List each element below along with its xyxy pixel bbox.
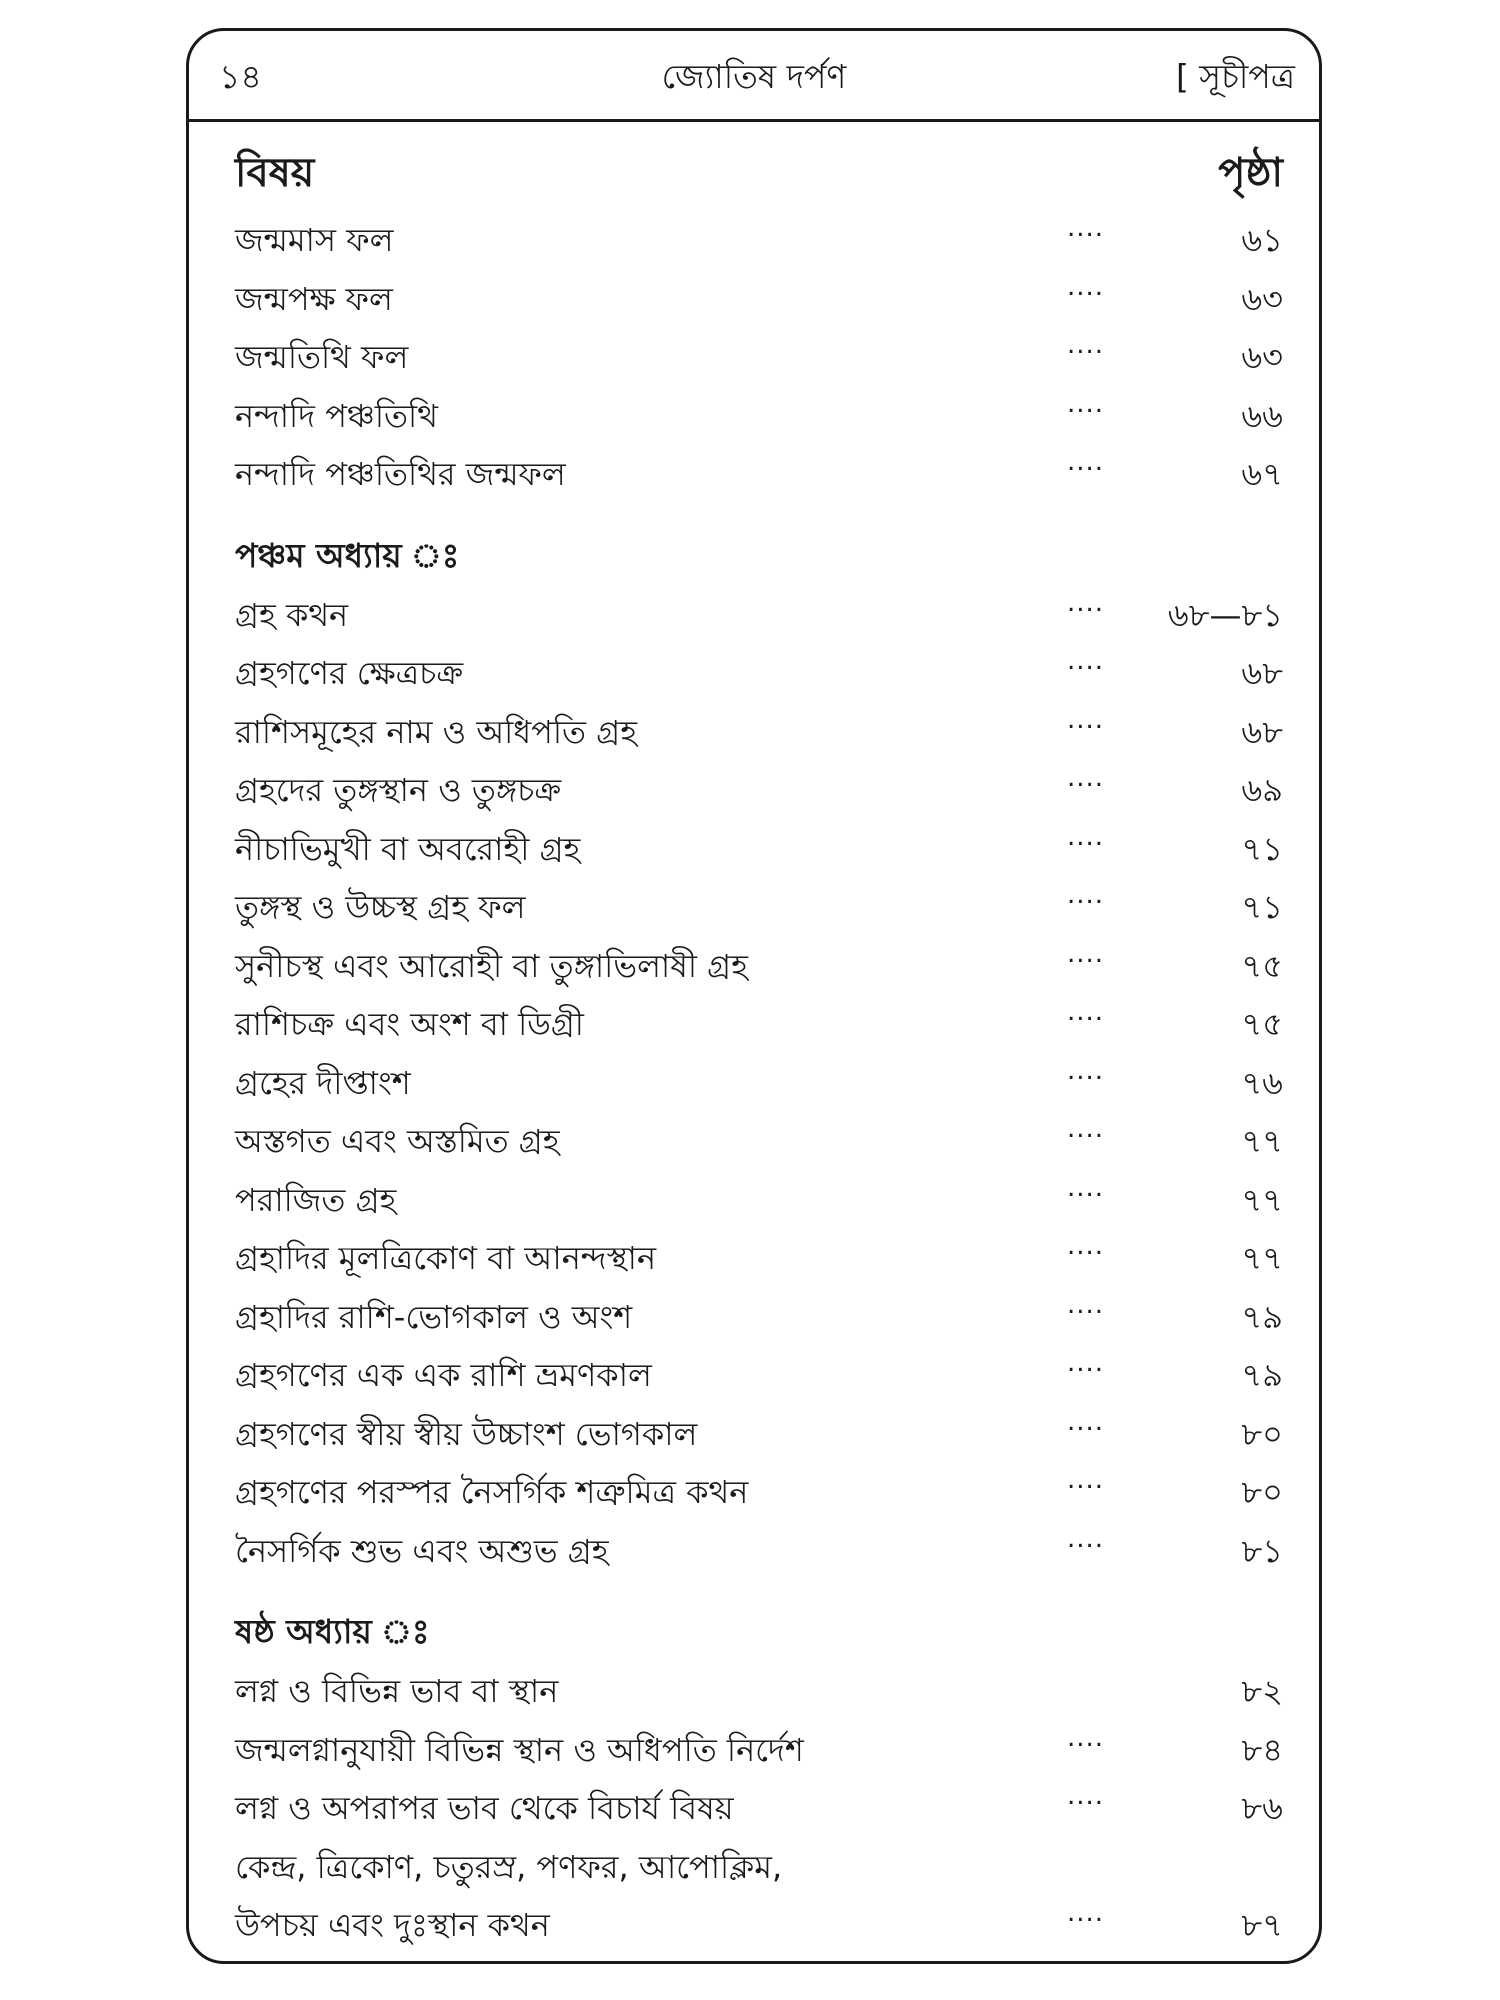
- page-frame: [186, 28, 1322, 1964]
- toc-entry: [235, 1225, 1283, 1284]
- entry-page: ৬৬: [1241, 396, 1283, 435]
- toc-entry: [235, 266, 1283, 325]
- entry-title: গ্রহগণের স্বীয় স্বীয় উচ্চাংশ ভোগকাল: [235, 1414, 698, 1453]
- toc-list: [235, 207, 1283, 1951]
- chapter-heading: [235, 520, 1283, 582]
- entry-title: জন্মপক্ষ ফল: [235, 279, 393, 318]
- entry-page: ৭৫: [1241, 1005, 1283, 1043]
- section-label: [ সূচীপত্র: [1175, 57, 1295, 96]
- chapter-heading: [235, 1596, 1283, 1658]
- entry-page: ৬৮: [1241, 712, 1283, 751]
- entry-title: নন্দাদি পঞ্চতিথি: [235, 396, 438, 435]
- dot-leader: ....: [1067, 587, 1105, 618]
- toc-entry: [235, 991, 1283, 1050]
- toc-entry: [235, 1717, 1283, 1776]
- toc-entry: [235, 933, 1283, 992]
- entry-page: ৭৭: [1241, 1239, 1283, 1277]
- dot-leader: ....: [1067, 938, 1105, 969]
- entry-title: রাশিসমূহের নাম ও অধিপতি গ্রহ: [235, 712, 638, 751]
- running-head: [189, 31, 1319, 122]
- entry-page: ৮৪: [1241, 1730, 1283, 1769]
- dot-leader: ....: [1067, 1231, 1105, 1261]
- entry-title: সুনীচস্থ এবং আরোহী বা তুঙ্গাভিলাষী গ্রহ: [235, 946, 748, 985]
- entry-page: ৮২: [1241, 1672, 1283, 1710]
- toc-entry: [235, 1284, 1283, 1343]
- entry-page: ৭৭: [1241, 1122, 1283, 1160]
- entry-title: রাশিচক্র এবং অংশ বা ডিগ্রী: [235, 1005, 584, 1043]
- entry-page: ৬৮: [1241, 654, 1283, 692]
- entry-title: নীচাভিমুখী বা অবরোহী গ্রহ: [235, 829, 581, 868]
- entry-page: ৬৭: [1241, 455, 1283, 493]
- entry-title: গ্রহের দীপ্তাংশ: [235, 1063, 411, 1102]
- entry-title: জন্মলগ্নানুযায়ী বিভিন্ন স্থান ও অধিপতি নির্দেশ: [235, 1730, 804, 1769]
- entry-page: ৭৯: [1241, 1356, 1283, 1394]
- toc-column-headers: [235, 133, 1283, 197]
- toc-entry: [235, 441, 1283, 500]
- entry-title: গ্রহ কথন: [235, 595, 349, 634]
- entry-page: ৬৮—৮১: [1167, 595, 1283, 634]
- entry-title: নন্দাদি পঞ্চতিথির জন্মফল: [235, 455, 566, 493]
- entry-page: ৮৭: [1241, 1906, 1283, 1944]
- entry-page: ৬৩: [1241, 279, 1283, 318]
- entry-page: ৭৬: [1241, 1063, 1283, 1102]
- entry-title: লগ্ন ও অপরাপর ভাব থেকে বিচার্য বিষয়: [235, 1789, 734, 1827]
- toc-entry: [235, 1050, 1283, 1109]
- entry-title: গ্রহগণের ক্ষেত্রচক্র: [235, 654, 464, 692]
- entry-page: ৮৬: [1241, 1789, 1283, 1827]
- toc-entry: [235, 874, 1283, 933]
- entry-page: ৭৯: [1241, 1297, 1283, 1336]
- entry-page: ৭১: [1241, 888, 1283, 926]
- dot-leader: ....: [1067, 447, 1105, 477]
- book-title: জ্যোতিষ দর্পণ: [661, 57, 847, 96]
- entry-page: ৮১: [1241, 1531, 1283, 1570]
- toc-entry: [235, 1108, 1283, 1167]
- page-number: ১৪: [219, 57, 262, 96]
- entry-page: ৬৯: [1241, 771, 1283, 809]
- dot-leader: ....: [1067, 1898, 1105, 1928]
- dot-leader: ....: [1067, 271, 1105, 302]
- entry-title: গ্রহদের তুঙ্গস্থান ও তুঙ্গচক্র: [235, 771, 562, 809]
- dot-leader: ....: [1067, 997, 1105, 1027]
- dot-leader: ....: [1067, 1465, 1105, 1495]
- toc-entry: [235, 1658, 1283, 1717]
- toc-entry: [235, 1401, 1283, 1460]
- chapter-title: ষষ্ঠ অধ্যায় ঃ: [235, 1612, 430, 1651]
- dot-leader: ....: [1067, 1722, 1105, 1753]
- entry-page: ৮০: [1241, 1414, 1283, 1453]
- dot-leader: ....: [1067, 330, 1105, 360]
- entry-title: গ্রহগণের এক এক রাশি ভ্রমণকাল: [235, 1356, 652, 1394]
- entry-title: তুঙ্গস্থ ও উচ্চস্থ গ্রহ ফল: [235, 888, 526, 926]
- entry-title: জন্মমাস ফল: [235, 221, 394, 259]
- dot-leader: ....: [1067, 1348, 1105, 1378]
- dot-leader: ....: [1067, 1172, 1105, 1203]
- entry-title: পরাজিত গ্রহ: [235, 1180, 397, 1219]
- dot-leader: ....: [1067, 704, 1105, 735]
- subject-column-header: বিষয়: [235, 150, 315, 196]
- entry-page: ৬৩: [1241, 338, 1283, 376]
- entry-title: গ্রহাদির রাশি-ভোগকাল ও অংশ: [235, 1297, 633, 1336]
- dot-leader: ....: [1067, 821, 1105, 852]
- toc-entry: [235, 324, 1283, 383]
- toc-entry: [235, 1775, 1283, 1834]
- toc-entry: [235, 582, 1283, 641]
- dot-leader: ....: [1067, 1406, 1105, 1437]
- dot-leader: ....: [1067, 1781, 1105, 1811]
- toc-entry: [235, 1892, 1283, 1951]
- toc-entry: [235, 816, 1283, 875]
- toc-entry: [235, 1167, 1283, 1226]
- entry-page: ৬১: [1241, 221, 1283, 259]
- page-column-header: পৃষ্ঠা: [1218, 150, 1283, 196]
- entry-title: লগ্ন ও বিভিন্ন ভাব বা স্থান: [235, 1672, 559, 1710]
- dot-leader: ....: [1067, 1055, 1105, 1086]
- toc-entry: [235, 1342, 1283, 1401]
- toc-entry: [235, 757, 1283, 816]
- entry-title: কেন্দ্র, ত্রিকোণ, চতুরস্র, পণফর, আপোক্লিম,: [235, 1847, 783, 1886]
- entry-title: নৈসর্গিক শুভ এবং অশুভ গ্রহ: [235, 1531, 609, 1570]
- entry-title: জন্মতিথি ফল: [235, 338, 409, 376]
- dot-leader: ....: [1067, 880, 1105, 910]
- toc-entry: [235, 1834, 1283, 1893]
- toc-entry: [235, 207, 1283, 266]
- toc-entry: [235, 1518, 1283, 1577]
- toc-entry: [235, 383, 1283, 442]
- entry-title: গ্রহগণের পরস্পর নৈসর্গিক শত্রুমিত্র কথন: [235, 1473, 749, 1511]
- entry-page: ৭৫: [1241, 946, 1283, 985]
- entry-title: উপচয় এবং দুঃস্থান কথন: [235, 1906, 550, 1944]
- entry-title: অস্তগত এবং অস্তমিত গ্রহ: [235, 1122, 560, 1160]
- entry-page: ৮০: [1241, 1473, 1283, 1511]
- chapter-title: পঞ্চম অধ্যায় ঃ: [235, 535, 460, 575]
- entry-title: গ্রহাদির মূলত্রিকোণ বা আনন্দস্থান: [235, 1239, 657, 1277]
- entry-page: ৭১: [1241, 829, 1283, 868]
- dot-leader: ....: [1067, 1289, 1105, 1320]
- dot-leader: ....: [1067, 1523, 1105, 1554]
- dot-leader: ....: [1067, 1114, 1105, 1144]
- toc-entry: [235, 640, 1283, 699]
- toc-entry: [235, 1459, 1283, 1518]
- toc-entry: [235, 699, 1283, 758]
- dot-leader: ....: [1067, 763, 1105, 793]
- entry-page: ৭৭: [1241, 1180, 1283, 1219]
- dot-leader: ....: [1067, 388, 1105, 419]
- dot-leader: ....: [1067, 646, 1105, 676]
- dot-leader: ....: [1067, 213, 1105, 243]
